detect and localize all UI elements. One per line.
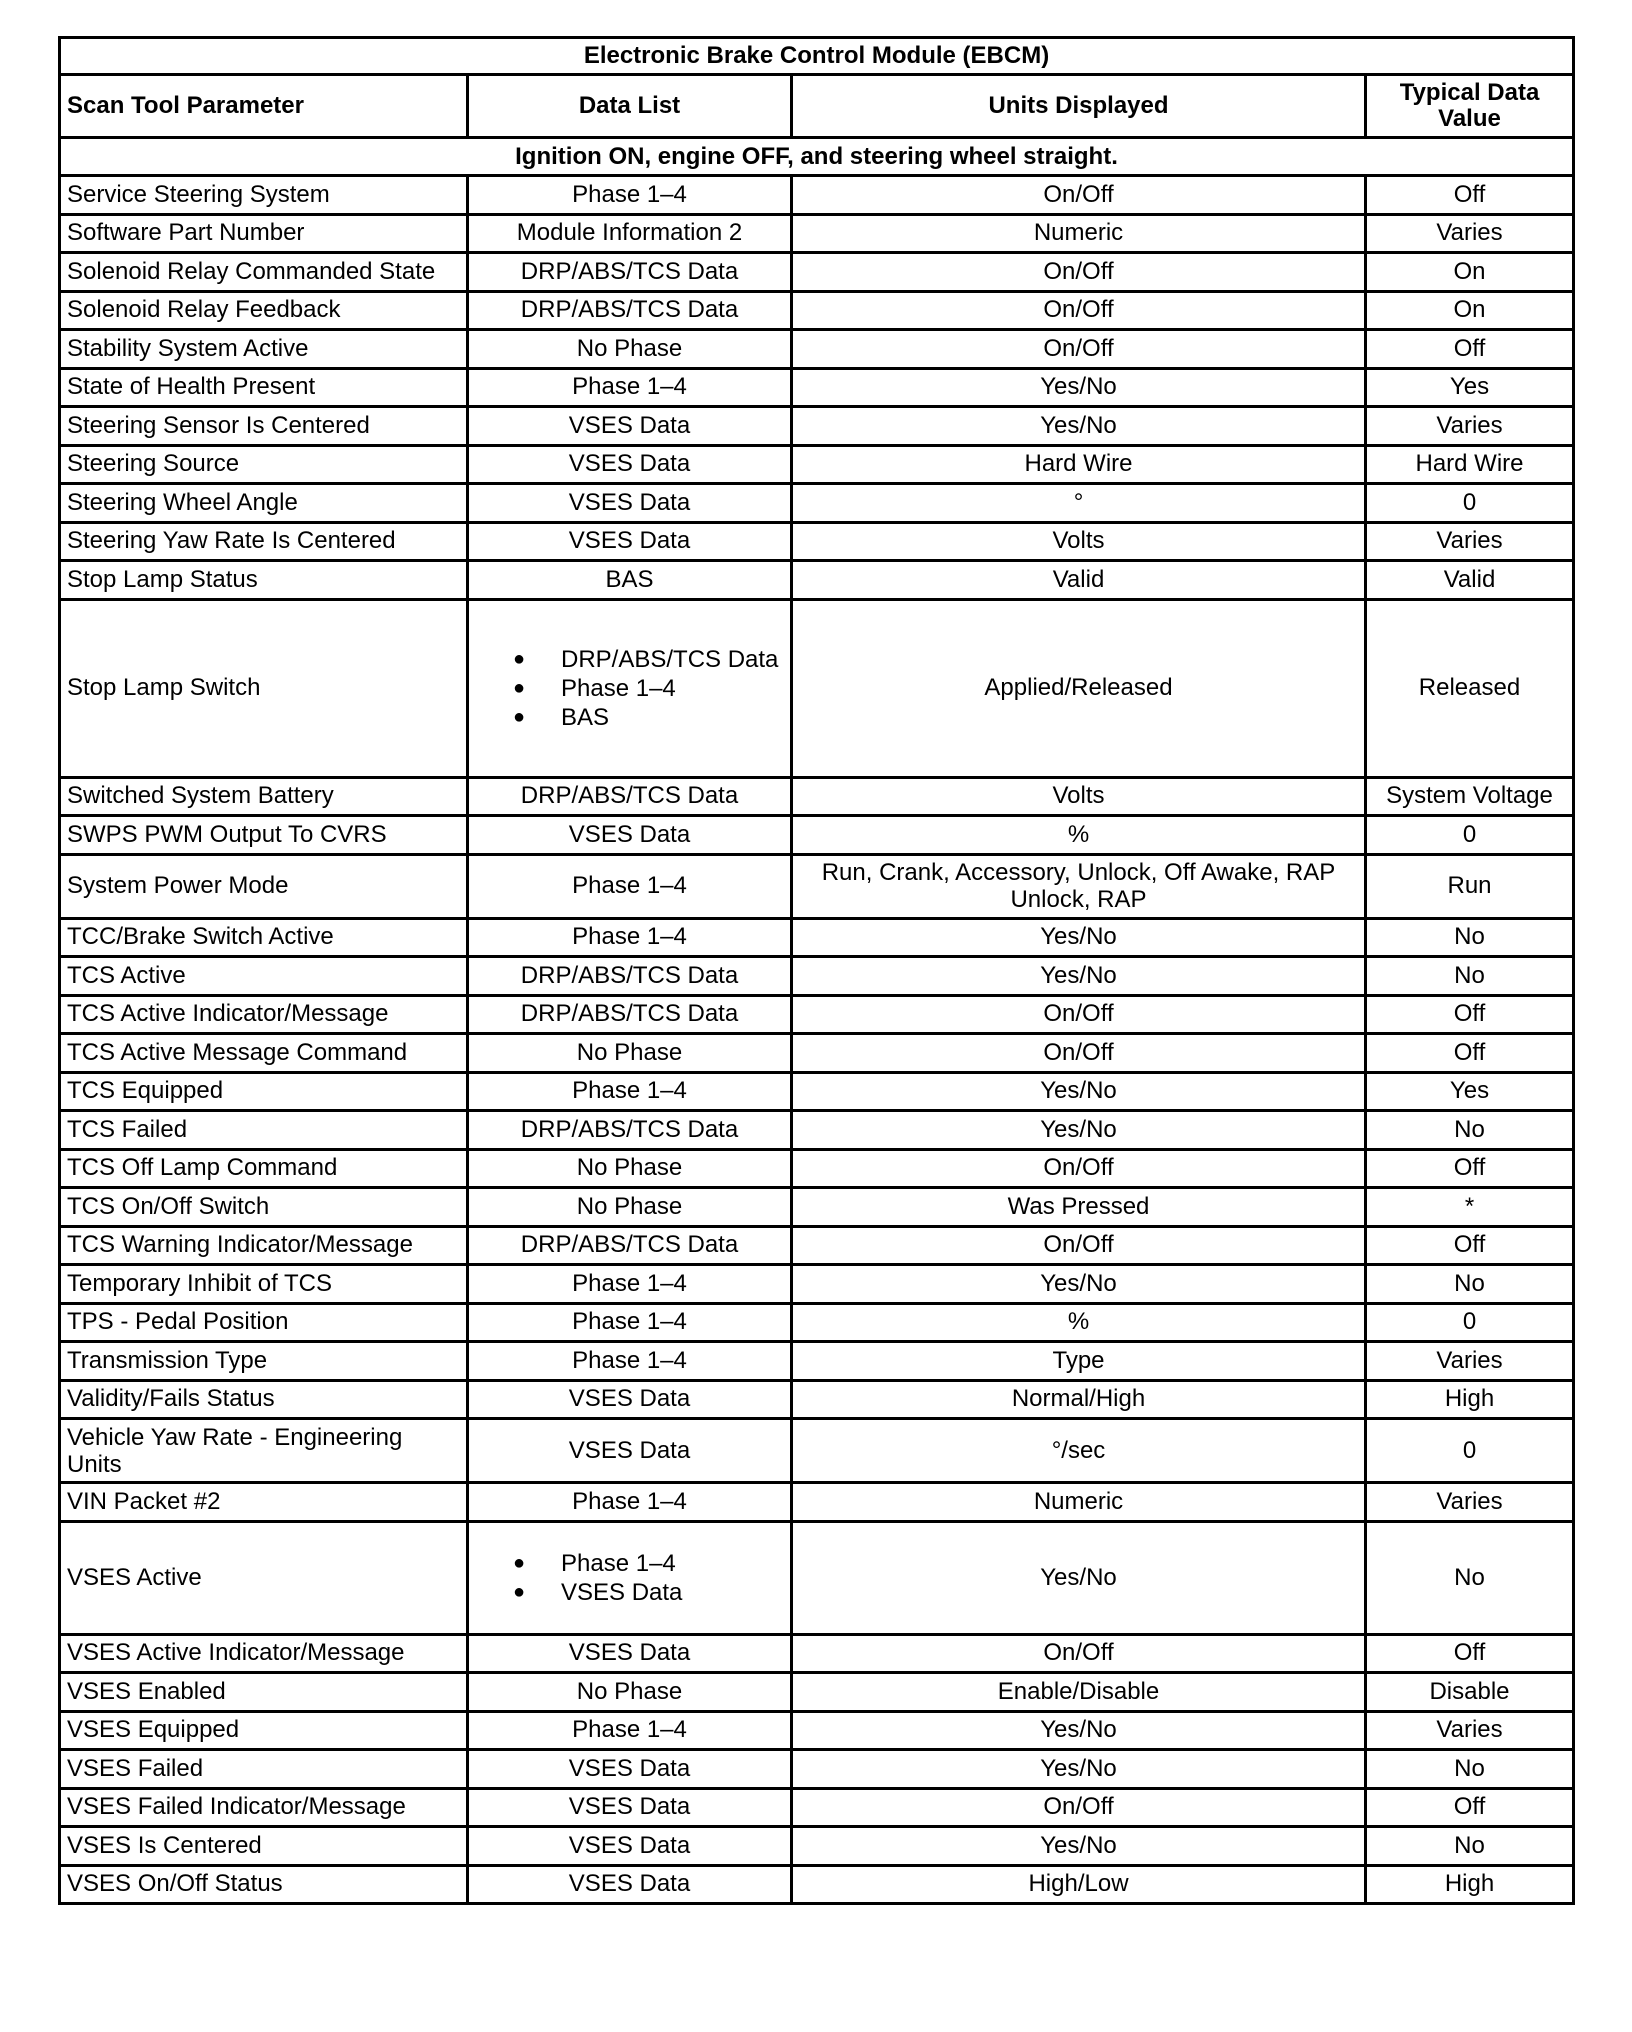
cell-scan-tool-parameter: Switched System Battery (60, 777, 468, 816)
cell-data-list: DRP/ABS/TCS Data (468, 1226, 792, 1265)
cell-units-displayed: On/Off (792, 995, 1366, 1034)
cell-data-list: VSES Data (468, 522, 792, 561)
cell-scan-tool-parameter: TCS Warning Indicator/Message (60, 1226, 468, 1265)
table-title-row (60, 38, 1574, 75)
cell-scan-tool-parameter: VSES Equipped (60, 1711, 468, 1750)
cell-scan-tool-parameter: Validity/Fails Status (60, 1380, 468, 1419)
cell-data-list: VSES Data (468, 1419, 792, 1483)
cell-scan-tool-parameter: Stability System Active (60, 330, 468, 369)
cell-scan-tool-parameter: VSES Active Indicator/Message (60, 1634, 468, 1673)
cell-data-list: Phase 1–4 (468, 1342, 792, 1381)
table-row (60, 1265, 1574, 1304)
cell-scan-tool-parameter: Solenoid Relay Commanded State (60, 253, 468, 292)
cell-scan-tool-parameter: TPS - Pedal Position (60, 1303, 468, 1342)
table-row (60, 368, 1574, 407)
ebcm-data-table-container (58, 36, 1572, 1905)
cell-typical-data-value: 0 (1366, 484, 1574, 523)
cell-typical-data-value: No (1366, 1827, 1574, 1866)
table-row (60, 407, 1574, 446)
table-row (60, 445, 1574, 484)
table-row (60, 1865, 1574, 1904)
cell-scan-tool-parameter: VIN Packet #2 (60, 1483, 468, 1522)
cell-units-displayed: Normal/High (792, 1380, 1366, 1419)
cell-units-displayed: Run, Crank, Accessory, Unlock, Off Awake, RAP Unlock, RAP (792, 854, 1366, 918)
cell-typical-data-value: Run (1366, 854, 1574, 918)
cell-units-displayed: ° (792, 484, 1366, 523)
cell-data-list: No Phase (468, 330, 792, 369)
table-row (60, 816, 1574, 855)
cell-typical-data-value: 0 (1366, 1419, 1574, 1483)
cell-typical-data-value: Varies (1366, 1711, 1574, 1750)
cell-typical-data-value: 0 (1366, 1303, 1574, 1342)
cell-data-list: No Phase (468, 1673, 792, 1712)
cell-typical-data-value: Yes (1366, 1072, 1574, 1111)
cell-typical-data-value: Off (1366, 995, 1574, 1034)
cell-data-list: Phase 1–4 (468, 176, 792, 215)
cell-typical-data-value: * (1366, 1188, 1574, 1227)
bullet-icon: ● (513, 647, 526, 670)
data-list-bullet-text: Phase 1–4 (561, 674, 676, 702)
bullet-icon: ● (513, 676, 526, 699)
cell-units-displayed: Yes/No (792, 368, 1366, 407)
cell-scan-tool-parameter: VSES Enabled (60, 1673, 468, 1712)
table-row (60, 1034, 1574, 1073)
table-row (60, 1111, 1574, 1150)
cell-typical-data-value: No (1366, 918, 1574, 957)
cell-data-list: No Phase (468, 1149, 792, 1188)
table-row (60, 599, 1574, 777)
table-row (60, 1634, 1574, 1673)
cell-data-list: VSES Data (468, 816, 792, 855)
cell-scan-tool-parameter: Steering Source (60, 445, 468, 484)
cell-units-displayed: Numeric (792, 214, 1366, 253)
cell-scan-tool-parameter: Vehicle Yaw Rate - Engineering Units (60, 1419, 468, 1483)
cell-units-displayed: On/Off (792, 1034, 1366, 1073)
cell-scan-tool-parameter: VSES On/Off Status (60, 1865, 468, 1904)
cell-scan-tool-parameter: VSES Failed Indicator/Message (60, 1788, 468, 1827)
cell-units-displayed: Volts (792, 777, 1366, 816)
data-list-bullet-item (513, 645, 784, 674)
table-row (60, 484, 1574, 523)
cell-typical-data-value: Varies (1366, 407, 1574, 446)
cell-scan-tool-parameter: VSES Active (60, 1521, 468, 1634)
cell-typical-data-value: Yes (1366, 368, 1574, 407)
cell-typical-data-value: Varies (1366, 1483, 1574, 1522)
table-row (60, 1521, 1574, 1634)
cell-data-list: Phase 1–4 (468, 854, 792, 918)
cell-units-displayed: Yes/No (792, 1521, 1366, 1634)
table-row (60, 854, 1574, 918)
cell-scan-tool-parameter: TCS Active (60, 957, 468, 996)
table-row (60, 291, 1574, 330)
cell-units-displayed: % (792, 816, 1366, 855)
cell-scan-tool-parameter: State of Health Present (60, 368, 468, 407)
table-row (60, 1342, 1574, 1381)
table-row (60, 1750, 1574, 1789)
cell-data-list: Phase 1–4 (468, 1072, 792, 1111)
cell-units-displayed: On/Off (792, 1634, 1366, 1673)
cell-scan-tool-parameter: Temporary Inhibit of TCS (60, 1265, 468, 1304)
table-row (60, 995, 1574, 1034)
cell-units-displayed: On/Off (792, 1226, 1366, 1265)
cell-scan-tool-parameter: Stop Lamp Switch (60, 599, 468, 777)
cell-typical-data-value: Released (1366, 599, 1574, 777)
cell-typical-data-value: On (1366, 253, 1574, 292)
cell-scan-tool-parameter: Service Steering System (60, 176, 468, 215)
table-row (60, 1788, 1574, 1827)
cell-units-displayed: Valid (792, 561, 1366, 600)
cell-typical-data-value: 0 (1366, 816, 1574, 855)
cell-data-list: No Phase (468, 1188, 792, 1227)
table-row (60, 1303, 1574, 1342)
cell-units-displayed: On/Off (792, 330, 1366, 369)
data-list-bullet-text: Phase 1–4 (561, 1549, 676, 1577)
cell-typical-data-value: Off (1366, 176, 1574, 215)
cell-scan-tool-parameter: System Power Mode (60, 854, 468, 918)
cell-data-list: Phase 1–4 (468, 368, 792, 407)
cell-units-displayed: Type (792, 1342, 1366, 1381)
table-row (60, 1380, 1574, 1419)
data-list-bullet-text: VSES Data (561, 1578, 683, 1606)
cell-units-displayed: On/Off (792, 1149, 1366, 1188)
data-list-bullets (475, 1549, 784, 1607)
cell-typical-data-value: Off (1366, 1788, 1574, 1827)
cell-units-displayed: Numeric (792, 1483, 1366, 1522)
cell-units-displayed: Volts (792, 522, 1366, 561)
table-row (60, 522, 1574, 561)
cell-scan-tool-parameter: VSES Is Centered (60, 1827, 468, 1866)
cell-scan-tool-parameter: TCS On/Off Switch (60, 1188, 468, 1227)
header-data-list: Data List (468, 75, 792, 138)
cell-data-list: VSES Data (468, 1750, 792, 1789)
table-row (60, 1072, 1574, 1111)
bullet-icon: ● (513, 705, 526, 728)
header-scan-tool-parameter: Scan Tool Parameter (60, 75, 468, 138)
cell-units-displayed: On/Off (792, 1788, 1366, 1827)
condition-text: Ignition ON, engine OFF, and steering wheel straight. (60, 138, 1574, 176)
cell-typical-data-value: Valid (1366, 561, 1574, 600)
cell-units-displayed: Applied/Released (792, 599, 1366, 777)
cell-data-list: VSES Data (468, 1865, 792, 1904)
cell-scan-tool-parameter: VSES Failed (60, 1750, 468, 1789)
header-typical-data-value: Typical Data Value (1366, 75, 1574, 138)
cell-data-list: DRP/ABS/TCS Data (468, 253, 792, 292)
data-list-bullet-text: BAS (561, 703, 610, 731)
cell-units-displayed: Yes/No (792, 407, 1366, 446)
cell-scan-tool-parameter: Stop Lamp Status (60, 561, 468, 600)
cell-data-list: VSES Data (468, 1634, 792, 1673)
table-row (60, 561, 1574, 600)
cell-units-displayed: Yes/No (792, 1827, 1366, 1866)
table-row (60, 176, 1574, 215)
cell-scan-tool-parameter: Steering Wheel Angle (60, 484, 468, 523)
cell-data-list: DRP/ABS/TCS Data (468, 1111, 792, 1150)
table-row (60, 1673, 1574, 1712)
cell-typical-data-value: On (1366, 291, 1574, 330)
cell-units-displayed: On/Off (792, 253, 1366, 292)
cell-typical-data-value: High (1366, 1380, 1574, 1419)
cell-units-displayed: High/Low (792, 1865, 1366, 1904)
cell-units-displayed: °/sec (792, 1419, 1366, 1483)
table-row (60, 214, 1574, 253)
cell-scan-tool-parameter: TCC/Brake Switch Active (60, 918, 468, 957)
cell-data-list: Phase 1–4 (468, 1483, 792, 1522)
table-header-row (60, 75, 1574, 138)
cell-data-list: Phase 1–4 (468, 1303, 792, 1342)
table-title: Electronic Brake Control Module (EBCM) (60, 38, 1574, 75)
cell-data-list: BAS (468, 561, 792, 600)
cell-units-displayed: Yes/No (792, 1711, 1366, 1750)
cell-scan-tool-parameter: Software Part Number (60, 214, 468, 253)
cell-data-list: Module Information 2 (468, 214, 792, 253)
cell-data-list: DRP/ABS/TCS Data (468, 957, 792, 996)
cell-units-displayed: Hard Wire (792, 445, 1366, 484)
cell-typical-data-value: No (1366, 1750, 1574, 1789)
table-row (60, 1188, 1574, 1227)
ebcm-data-table (58, 36, 1575, 1905)
cell-scan-tool-parameter: TCS Active Message Command (60, 1034, 468, 1073)
cell-data-list: Phase 1–4 (468, 918, 792, 957)
cell-typical-data-value: No (1366, 1111, 1574, 1150)
cell-typical-data-value: Varies (1366, 1342, 1574, 1381)
bullet-icon: ● (513, 1580, 526, 1603)
table-row (60, 777, 1574, 816)
table-row (60, 918, 1574, 957)
cell-units-displayed: Yes/No (792, 1750, 1366, 1789)
cell-data-list: No Phase (468, 1034, 792, 1073)
cell-units-displayed: On/Off (792, 176, 1366, 215)
cell-data-list: DRP/ABS/TCS Data (468, 291, 792, 330)
cell-data-list: DRP/ABS/TCS Data (468, 777, 792, 816)
cell-units-displayed: Yes/No (792, 1111, 1366, 1150)
cell-units-displayed: Yes/No (792, 918, 1366, 957)
cell-scan-tool-parameter: TCS Failed (60, 1111, 468, 1150)
cell-scan-tool-parameter: TCS Off Lamp Command (60, 1149, 468, 1188)
cell-units-displayed: % (792, 1303, 1366, 1342)
table-row (60, 1483, 1574, 1522)
cell-typical-data-value: Off (1366, 330, 1574, 369)
cell-scan-tool-parameter: Steering Yaw Rate Is Centered (60, 522, 468, 561)
cell-scan-tool-parameter: Transmission Type (60, 1342, 468, 1381)
cell-data-list (468, 599, 792, 777)
cell-scan-tool-parameter: Steering Sensor Is Centered (60, 407, 468, 446)
data-list-bullet-text: DRP/ABS/TCS Data (561, 645, 779, 673)
cell-data-list: VSES Data (468, 1827, 792, 1866)
cell-data-list (468, 1521, 792, 1634)
data-list-bullet-item (513, 674, 784, 703)
cell-units-displayed: Yes/No (792, 1265, 1366, 1304)
cell-data-list: VSES Data (468, 484, 792, 523)
table-row (60, 957, 1574, 996)
bullet-icon: ● (513, 1551, 526, 1574)
header-units-displayed: Units Displayed (792, 75, 1366, 138)
cell-units-displayed: Enable/Disable (792, 1673, 1366, 1712)
data-list-bullet-item (513, 1578, 784, 1607)
table-row (60, 330, 1574, 369)
table-row (60, 253, 1574, 292)
cell-units-displayed: Was Pressed (792, 1188, 1366, 1227)
cell-typical-data-value: System Voltage (1366, 777, 1574, 816)
table-row (60, 1149, 1574, 1188)
table-row (60, 1711, 1574, 1750)
cell-typical-data-value: Hard Wire (1366, 445, 1574, 484)
cell-typical-data-value: Off (1366, 1034, 1574, 1073)
cell-units-displayed: Yes/No (792, 1072, 1366, 1111)
cell-data-list: DRP/ABS/TCS Data (468, 995, 792, 1034)
cell-typical-data-value: Off (1366, 1634, 1574, 1673)
cell-units-displayed: Yes/No (792, 957, 1366, 996)
cell-data-list: Phase 1–4 (468, 1265, 792, 1304)
cell-data-list: VSES Data (468, 1788, 792, 1827)
cell-scan-tool-parameter: TCS Equipped (60, 1072, 468, 1111)
cell-data-list: VSES Data (468, 407, 792, 446)
cell-typical-data-value: Varies (1366, 522, 1574, 561)
cell-data-list: Phase 1–4 (468, 1711, 792, 1750)
table-body (60, 176, 1574, 1904)
cell-typical-data-value: Off (1366, 1149, 1574, 1188)
data-list-bullet-item (513, 1549, 784, 1578)
cell-typical-data-value: No (1366, 1265, 1574, 1304)
cell-typical-data-value: No (1366, 957, 1574, 996)
cell-scan-tool-parameter: TCS Active Indicator/Message (60, 995, 468, 1034)
table-row (60, 1827, 1574, 1866)
condition-row (60, 138, 1574, 176)
cell-typical-data-value: Off (1366, 1226, 1574, 1265)
cell-scan-tool-parameter: Solenoid Relay Feedback (60, 291, 468, 330)
data-list-bullet-item (513, 703, 784, 732)
cell-typical-data-value: No (1366, 1521, 1574, 1634)
cell-data-list: VSES Data (468, 445, 792, 484)
table-row (60, 1226, 1574, 1265)
cell-typical-data-value: Varies (1366, 214, 1574, 253)
table-row (60, 1419, 1574, 1483)
cell-typical-data-value: High (1366, 1865, 1574, 1904)
cell-data-list: VSES Data (468, 1380, 792, 1419)
cell-units-displayed: On/Off (792, 291, 1366, 330)
cell-typical-data-value: Disable (1366, 1673, 1574, 1712)
data-list-bullets (475, 645, 784, 732)
cell-scan-tool-parameter: SWPS PWM Output To CVRS (60, 816, 468, 855)
